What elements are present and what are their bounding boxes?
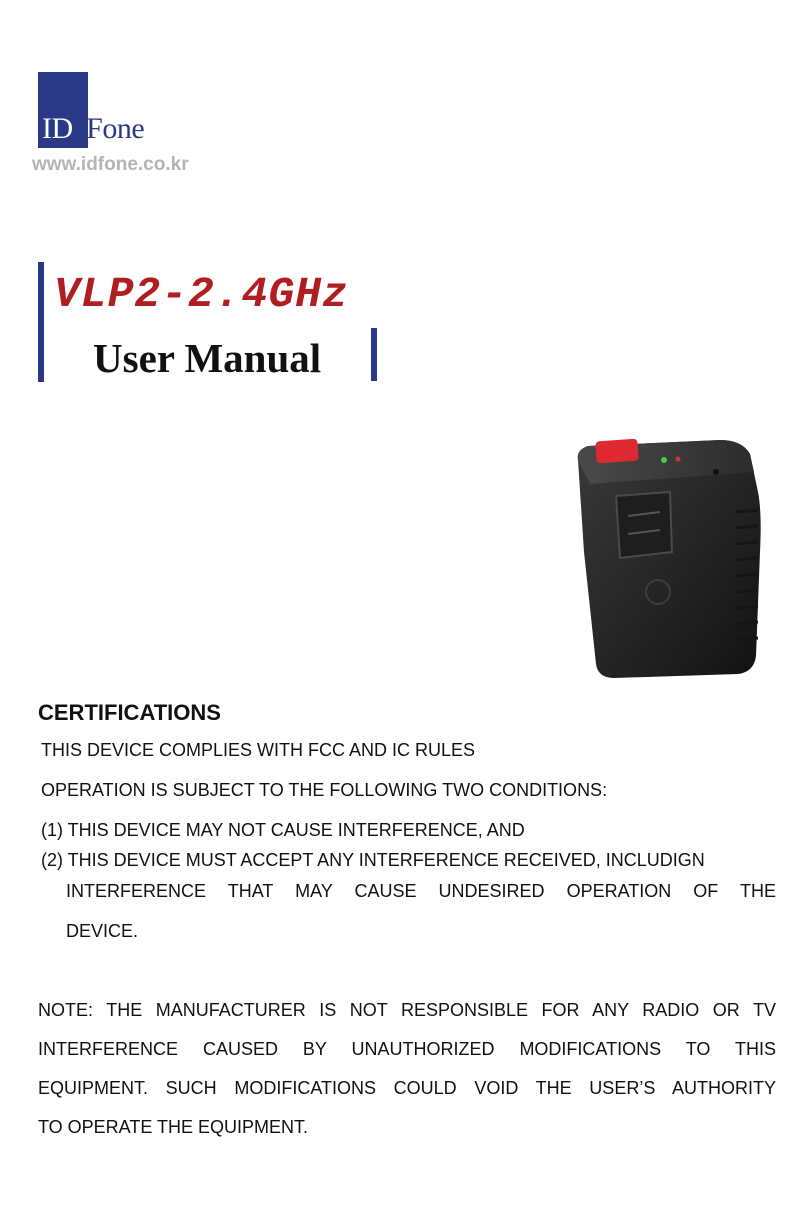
- title-bar-right: [371, 328, 377, 381]
- note-line-3: EQUIPMENT. SUCH MODIFICATIONS COULD VOID THE USER’S AUTHORITY: [38, 1078, 776, 1098]
- document-subtitle: User Manual: [93, 335, 322, 381]
- cert-line-2: OPERATION IS SUBJECT TO THE FOLLOWING TWO CONDITIONS:: [41, 780, 608, 800]
- document-title: VLP2-2.4GHz: [54, 270, 349, 319]
- cert-line-3: (1) THIS DEVICE MAY NOT CAUSE INTERFERENCE, AND: [41, 820, 525, 840]
- note-line-4: TO OPERATE THE EQUIPMENT.: [38, 1117, 309, 1137]
- company-logo: [42, 114, 144, 144]
- certifications-heading: CERTIFICATIONS: [38, 700, 221, 725]
- logo-id-text: ID: [42, 112, 73, 145]
- device-photo: [570, 432, 770, 678]
- cert-line-1: THIS DEVICE COMPLIES WITH FCC AND IC RULES: [41, 740, 476, 760]
- cert-line-4: (2) THIS DEVICE MUST ACCEPT ANY INTERFERENCE RECEIVED, INCLUDIGN: [41, 850, 705, 870]
- logo-separator: ·: [74, 112, 85, 145]
- title-bar-left: [38, 262, 44, 382]
- cert-line-5: INTERFERENCE THAT MAY CAUSE UNDESIRED OPERATION OF THE: [66, 881, 776, 901]
- note-line-1: NOTE: THE MANUFACTURER IS NOT RESPONSIBLE FOR ANY RADIO OR TV: [38, 1000, 776, 1020]
- website-url: www.idfone.co.kr: [32, 154, 189, 175]
- note-line-2: INTERFERENCE CAUSED BY UNAUTHORIZED MODIFICATIONS TO THIS: [38, 1039, 776, 1059]
- logo-fone-text: Fone: [86, 112, 145, 145]
- cert-line-6: DEVICE.: [66, 921, 139, 941]
